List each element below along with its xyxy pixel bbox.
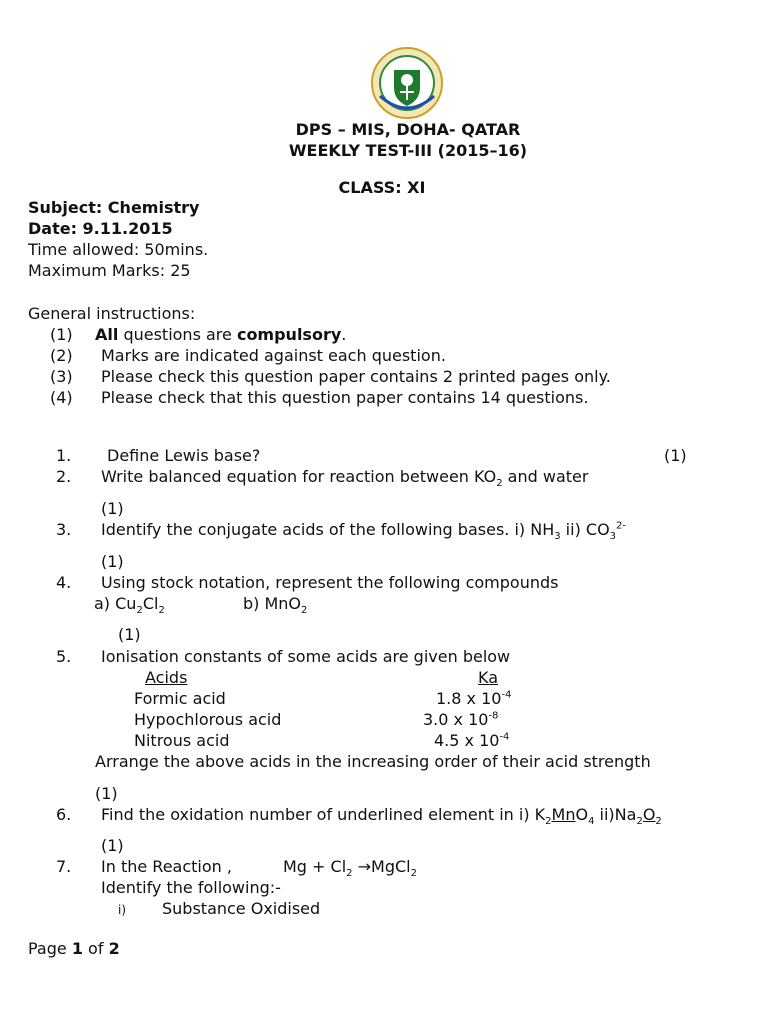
part-b-text: b) MnO xyxy=(243,594,302,613)
question-number: 3. xyxy=(56,520,72,539)
element: O xyxy=(575,805,589,824)
instruction-1-bold-b: compulsory xyxy=(236,325,342,344)
current-page: 1 xyxy=(71,939,83,958)
superscript: -8 xyxy=(488,710,499,722)
reaction-equation xyxy=(283,857,417,880)
subscript: 2 xyxy=(301,605,308,617)
superscript: -4 xyxy=(499,731,510,743)
question-4-part-a xyxy=(94,594,165,617)
subscript: 2 xyxy=(136,605,143,617)
question-number: 4. xyxy=(56,573,72,592)
question-3-text xyxy=(101,520,627,543)
subscript: 2 xyxy=(636,816,643,828)
question-1-marks: (1) xyxy=(664,446,687,465)
question-2-text xyxy=(101,467,589,490)
instruction-2: Marks are indicated against each question. xyxy=(101,346,446,365)
question-6-marks: (1) xyxy=(101,836,124,855)
subscript: 2 xyxy=(410,868,417,880)
question-number: 1. xyxy=(56,446,72,465)
acid-name: Hypochlorous acid xyxy=(134,710,282,729)
question-4-part-b xyxy=(243,594,308,617)
subscript: 2 xyxy=(346,868,353,880)
class-label: CLASS: XI xyxy=(338,178,426,197)
subscript: 2 xyxy=(655,816,662,828)
instruction-1-bold-a: All xyxy=(95,325,119,344)
footer-text: of xyxy=(82,939,109,958)
question-1-text: Define Lewis base? xyxy=(107,446,261,465)
subscript: 3 xyxy=(554,531,561,543)
underlined-element: Mn xyxy=(551,805,576,824)
subscript: 2 xyxy=(545,816,552,828)
part-a-text: Cl xyxy=(142,594,159,613)
equation-text: →MgCl xyxy=(352,857,411,876)
question-5-arrange: Arrange the above acids in the increasing order of their acid strength xyxy=(95,752,651,771)
question-6-text xyxy=(101,805,662,828)
subscript: 3 xyxy=(609,531,617,543)
question-6-text-a: Find the oxidation number of underlined element in i) K xyxy=(101,805,546,824)
instruction-3: Please check this question paper contains 2 printed pages only. xyxy=(101,367,611,386)
question-7-text: In the Reaction , xyxy=(101,857,232,876)
instruction-number: (2) xyxy=(50,346,73,365)
school-title: DPS – MIS, DOHA- QATAR xyxy=(295,120,521,139)
ka-base: 3.0 x 10 xyxy=(423,710,489,729)
question-5-text: Ionisation constants of some acids are given below xyxy=(101,647,511,666)
sub-question-text: Substance Oxidised xyxy=(162,899,321,918)
test-title: WEEKLY TEST-III (2015–16) xyxy=(288,141,528,160)
instruction-number: (4) xyxy=(50,388,73,407)
instruction-1-end: . xyxy=(341,325,347,344)
question-4-text: Using stock notation, represent the following compounds xyxy=(101,573,559,592)
part-a-text: a) Cu xyxy=(94,594,137,613)
footer-text: Page xyxy=(28,939,72,958)
question-2-marks: (1) xyxy=(101,499,124,518)
instruction-number: (1) xyxy=(50,325,73,344)
table-header-acids: Acids xyxy=(145,668,188,687)
subscript: 4 xyxy=(588,816,595,828)
question-number: 6. xyxy=(56,805,72,824)
question-3-text-b: ii) CO xyxy=(560,520,610,539)
question-2-text-b: and water xyxy=(502,467,589,486)
question-4-marks: (1) xyxy=(118,625,141,644)
question-3-marks: (1) xyxy=(101,552,124,571)
underlined-element: O xyxy=(642,805,656,824)
question-number: 2. xyxy=(56,467,72,486)
ka-base: 4.5 x 10 xyxy=(434,731,500,750)
ka-base: 1.8 x 10 xyxy=(436,689,502,708)
total-pages: 2 xyxy=(108,939,120,958)
question-2-text-a: Write balanced equation for reaction between KO xyxy=(101,467,497,486)
subscript: 2 xyxy=(496,478,503,490)
subject-label: Subject: Chemistry xyxy=(28,198,200,217)
page-footer xyxy=(28,939,120,959)
question-number: 5. xyxy=(56,647,72,666)
subscript: 2 xyxy=(158,605,165,617)
maximum-marks: Maximum Marks: 25 xyxy=(28,261,191,280)
instruction-1 xyxy=(95,325,346,345)
question-5-marks: (1) xyxy=(95,784,118,803)
sub-question-number: i) xyxy=(118,903,127,917)
question-number: 7. xyxy=(56,857,72,876)
table-header-ka: Ka xyxy=(478,668,499,687)
ka-value xyxy=(423,710,498,730)
equation-text: Mg + Cl xyxy=(283,857,347,876)
ka-value xyxy=(436,689,511,709)
instruction-number: (3) xyxy=(50,367,73,386)
superscript: 2- xyxy=(616,520,627,532)
acid-name: Nitrous acid xyxy=(134,731,230,750)
acid-name: Formic acid xyxy=(134,689,226,708)
question-3-text-a: Identify the conjugate acids of the following bases. i) NH xyxy=(101,520,555,539)
instruction-4: Please check that this question paper contains 14 questions. xyxy=(101,388,589,407)
question-6-text-b: ii)Na xyxy=(594,805,637,824)
time-allowed: Time allowed: 50mins. xyxy=(28,240,209,259)
school-crest-icon xyxy=(370,46,444,120)
ka-value xyxy=(434,731,509,751)
instructions-heading: General instructions: xyxy=(28,304,196,323)
superscript: -4 xyxy=(501,689,512,701)
question-7-identify: Identify the following:- xyxy=(101,878,281,897)
date-label: Date: 9.11.2015 xyxy=(28,219,173,238)
instruction-1-text: questions are xyxy=(118,325,237,344)
